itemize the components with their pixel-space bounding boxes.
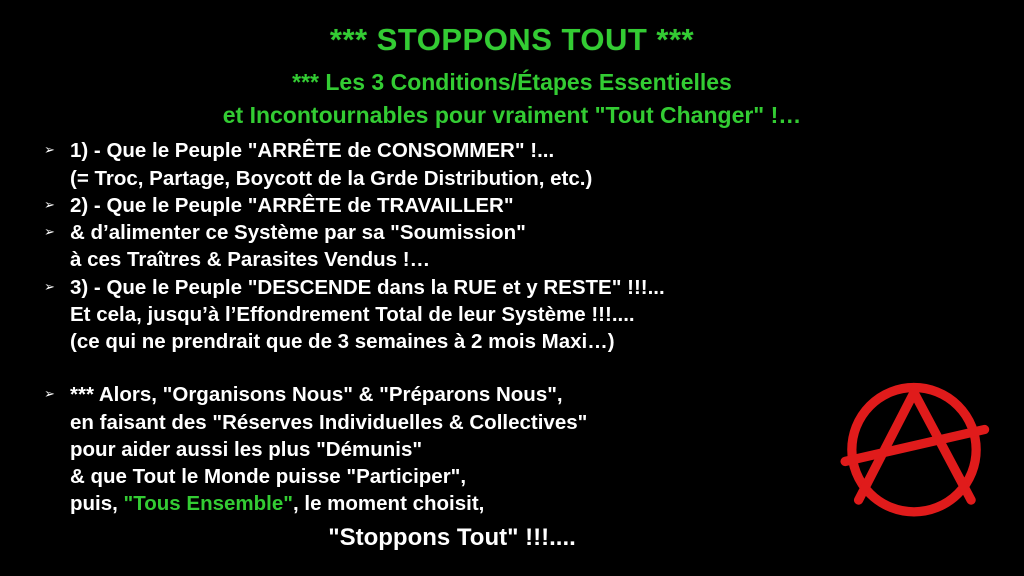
list-item-line: ➢ *** Alors, "Organisons Nous" & "Préparons Nous",: [70, 383, 563, 407]
closing-statement: "Stoppons Tout" !!!....: [328, 523, 576, 551]
list-item-line: Et cela, jusqu’à l’Effondrement Total de leur Système !!!....: [70, 302, 635, 326]
list-item-line: à ces Traîtres & Parasites Vendus !…: [70, 248, 431, 272]
final-line-highlight: "Tous Ensemble": [123, 492, 293, 516]
list-item-line: ➢ 1) - Que le Peuple "ARRÊTE de CONSOMMER" !...: [70, 139, 555, 163]
list-item-line: ➢ 2) - Que le Peuple "ARRÊTE de TRAVAILLER": [70, 193, 514, 217]
list-item: [44, 219, 1024, 274]
final-line-prefix: puis,: [70, 492, 124, 516]
list-item: [44, 274, 1024, 356]
page-subtitle: [0, 66, 1024, 131]
list-item-line: ➢ & d’alimenter ce Système par sa "Soumission": [70, 221, 526, 245]
list-item: [44, 137, 1024, 192]
final-line-suffix: , le moment choisit,: [292, 492, 485, 516]
page-subtitle-line-2: et Incontournables pour vraiment "Tout Changer" !…: [222, 101, 802, 128]
list-item-line: (= Troc, Partage, Boycott de la Grde Distribution, etc.): [70, 166, 593, 190]
list-item-line: ➢ 3) - Que le Peuple "DESCENDE dans la RUE et y RESTE" !!!...: [70, 275, 665, 299]
page-subtitle-line-1: *** Les 3 Conditions/Étapes Essentielles: [292, 69, 732, 95]
list-item-line: & que Tout le Monde puisse "Participer",: [70, 465, 467, 489]
page-title: *** STOPPONS TOUT ***: [329, 22, 695, 57]
list-item-line: (ce qui ne prendrait que de 3 semaines à 2 mois Maxi…): [70, 330, 615, 354]
list-item-line: en faisant des "Réserves Individuelles & Collectives": [70, 410, 588, 434]
list-item-line: pour aider aussi les plus "Démunis": [70, 437, 423, 461]
anarchy-symbol-icon: [830, 364, 998, 532]
list-item: [44, 192, 1024, 219]
